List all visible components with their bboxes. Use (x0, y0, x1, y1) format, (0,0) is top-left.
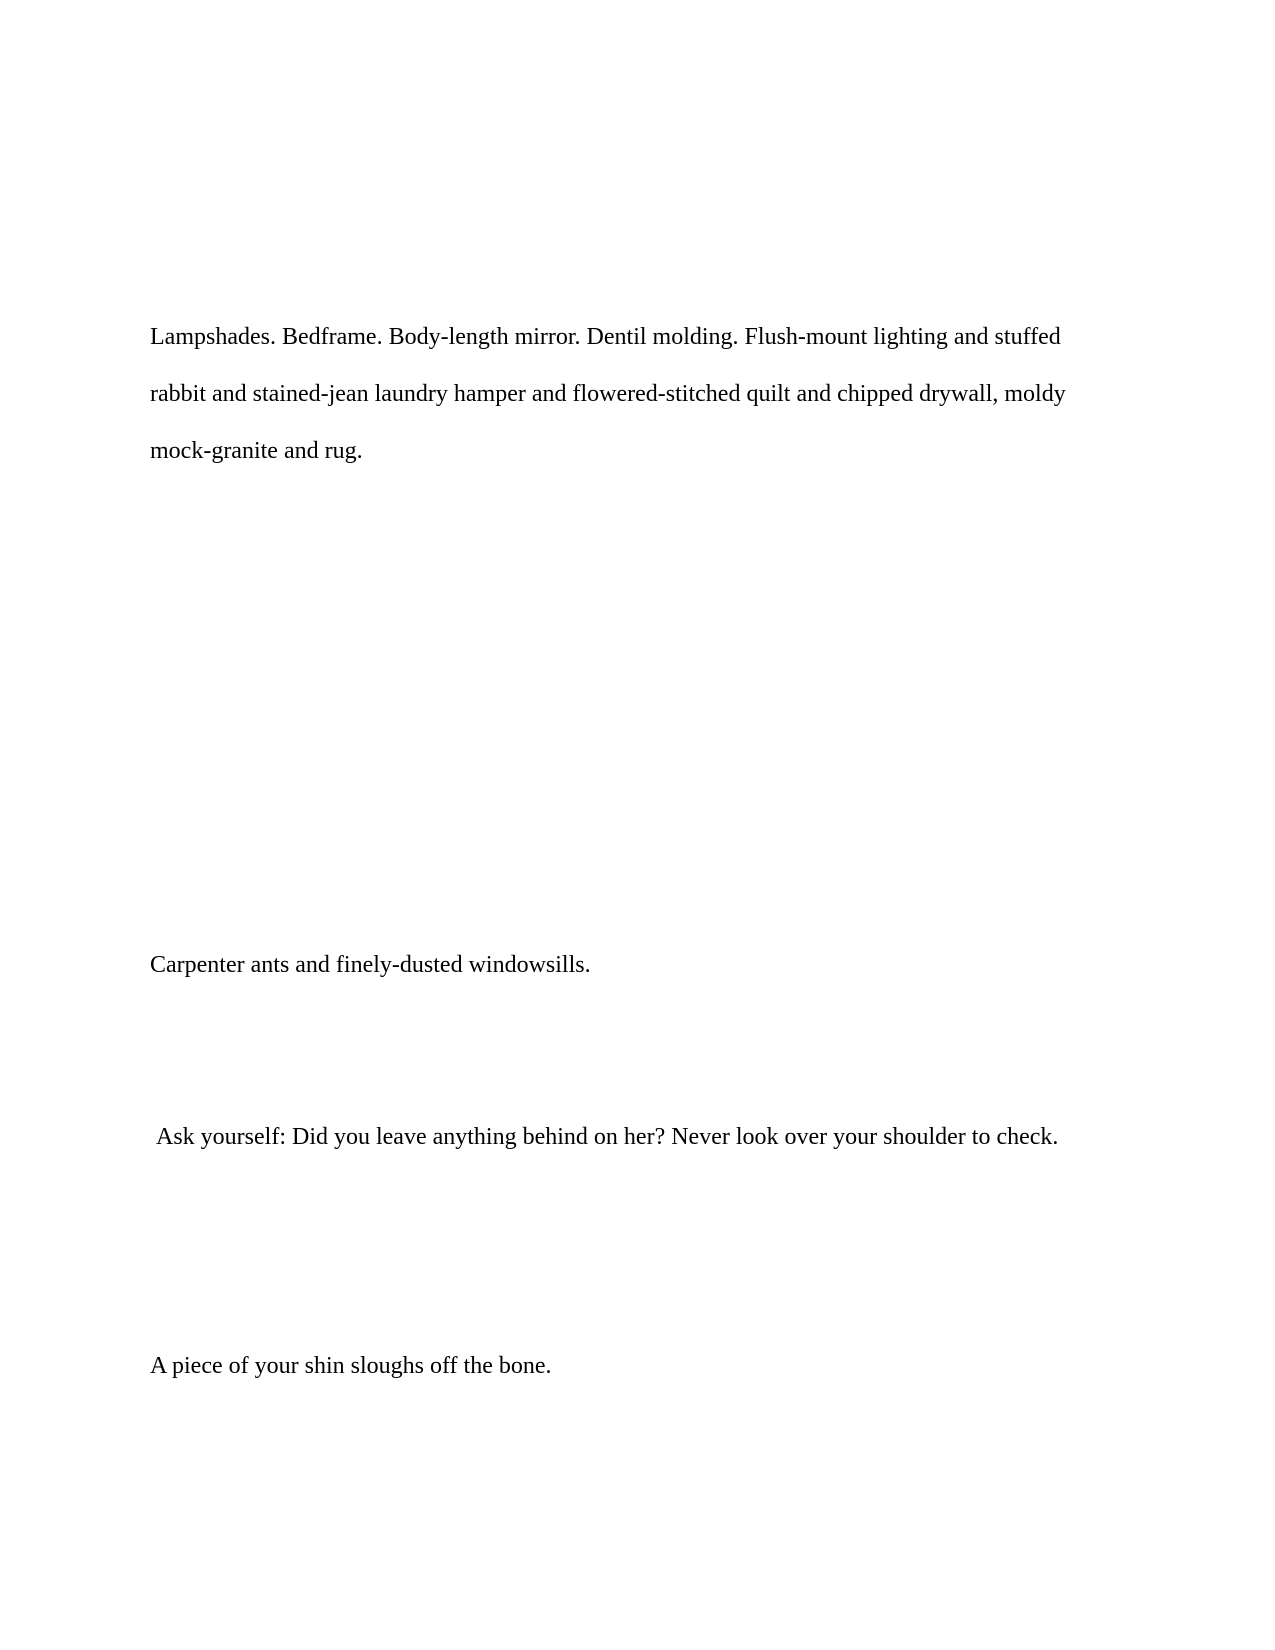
paragraph-carpenter-ants: Carpenter ants and finely-dusted windowsills. (150, 952, 591, 978)
paragraph-shin: A piece of your shin sloughs off the bone. (150, 1353, 552, 1379)
paragraph-ask-yourself: Ask yourself: Did you leave anything behind on her? Never look over your shoulder to check. (150, 1124, 1059, 1150)
paragraph-room-inventory: Lampshades. Bedframe. Body-length mirror. Dentil molding. Flush-mount lighting and stuffed rabbit and stained-jean laundry hamper and flowered-stitched quilt and chipped drywall, moldy mock-granite and rug. (150, 324, 1066, 464)
